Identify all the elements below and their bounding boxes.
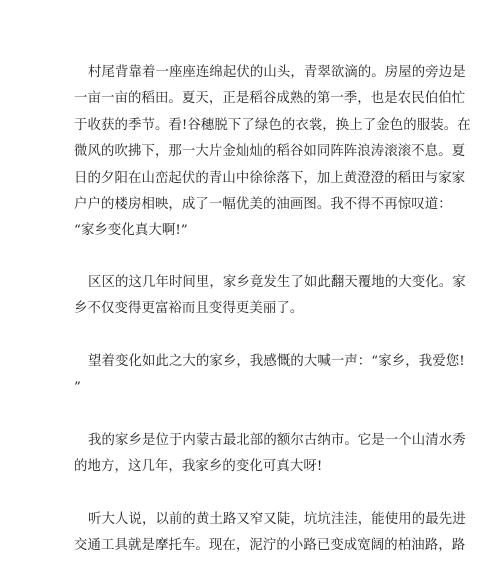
text-line: 乡不仅变得更富裕而且变得更美丽了。 [74, 301, 304, 317]
text-line: 村尾背靠着一座座连绵起伏的山头，青翠欲滴的。房屋的旁边是 [88, 65, 466, 80]
text-line: 于收获的季节。看!谷穗脱下了绿色的衣裳，换上了金色的服装。在 [74, 117, 471, 133]
text-line: 我的家乡是位于内蒙古最北部的额尔古纳市。它是一个山清水秀 [88, 433, 466, 448]
text-line: 听大人说，以前的黄土路又窄又陡，坑坑洼洼，能使用的最先进 [88, 512, 466, 527]
text-line: ” [74, 380, 81, 396]
text-line: 微风的吹拂下，那一大片金灿灿的稻谷如同阵阵浪涛滚滚不息。夏 [74, 144, 466, 160]
paragraph-love-hometown [74, 349, 465, 402]
text-line: 区区的这几年时间里，家乡竟发生了如此翻天覆地的大变化。家 [88, 275, 466, 290]
text-line: 一亩一亩的稻田。夏天，正是稻谷成熟的第一季，也是农民伯伯忙 [74, 91, 466, 107]
text-line: 日的夕阳在山峦起伏的青山中徐徐落下，加上黄澄澄的稻田与家家 [74, 170, 466, 186]
paragraph-great-change [74, 270, 466, 323]
paragraph-hometown-location [74, 428, 466, 481]
text-line: 的地方，这几年，我家乡的变化可真大呀! [74, 459, 323, 475]
paragraph-village-scenery [74, 60, 471, 245]
text-line: 户户的楼房相映，成了一幅优美的油画图。我不得不再惊叹道： [74, 197, 452, 213]
paragraph-roads-transport [74, 507, 466, 560]
text-line: 望着变化如此之大的家乡，我感慨的大喊一声：“家乡，我爱您! [88, 354, 465, 369]
text-line: “家乡变化真大啊!” [74, 223, 188, 239]
text-line: 交通工具就是摩托车。现在，泥泞的小路已变成宽阔的柏油路，路 [74, 538, 466, 554]
